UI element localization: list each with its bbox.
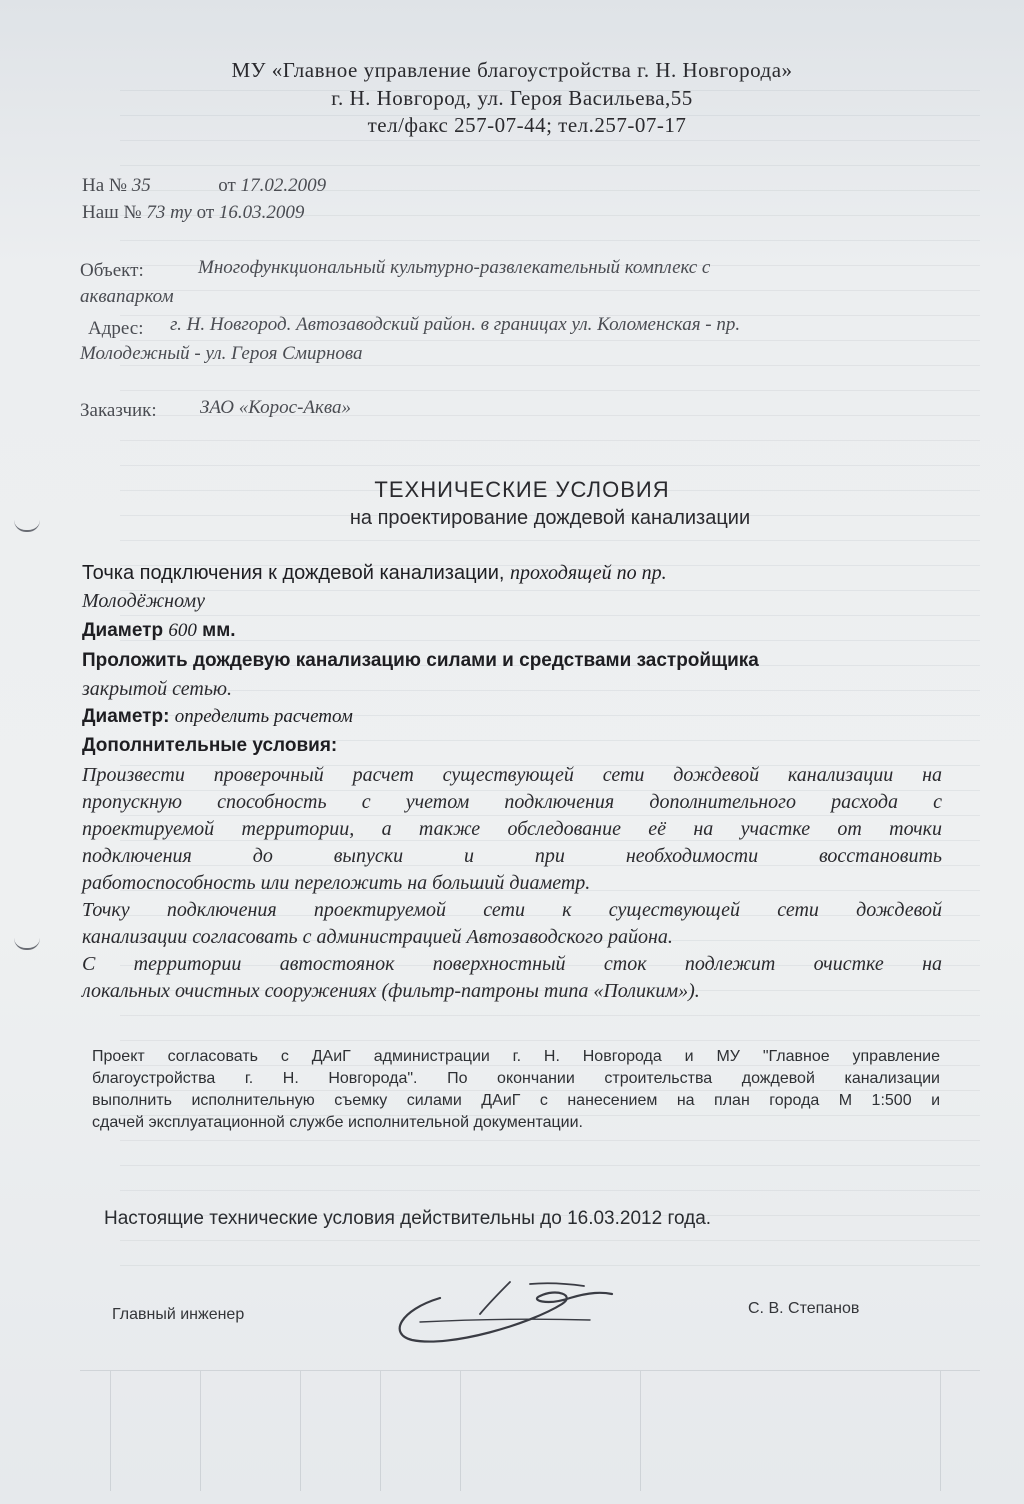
address-label: Адрес: bbox=[88, 318, 144, 339]
additional-conditions bbox=[82, 762, 942, 1005]
address-value-line2: Молодежный - ул. Героя Смирнова bbox=[80, 343, 363, 364]
note-line: Проект согласовать с ДАиГ администрации г. Н. Новгорода и МУ "Главное управление bbox=[92, 1048, 940, 1065]
diameter-2-row: Диаметр: определить расчетом bbox=[82, 706, 353, 727]
signer-position: Главный инженер bbox=[112, 1306, 245, 1323]
customer-value: ЗАО «Корос-Аква» bbox=[200, 397, 352, 418]
laying-method: закрытой сетью. bbox=[82, 678, 233, 700]
document-subtitle: на проектирование дождевой канализации bbox=[349, 507, 751, 529]
object-value-line2: аквапарком bbox=[80, 286, 174, 307]
signer-name: С. В. Степанов bbox=[748, 1300, 860, 1317]
bleed-through-table bbox=[80, 1370, 980, 1491]
connection-point-value: Молодёжному bbox=[82, 590, 205, 612]
approval-note bbox=[92, 1046, 940, 1134]
letterhead-phones: тел/факс 257-07-44; тел.257-07-17 bbox=[367, 113, 687, 137]
note-line: благоустройства г. Н. Новгорода". По окончании строительства дождевой канализации bbox=[92, 1070, 940, 1087]
address-value-line1: г. Н. Новгород. Автозаводский район. в границах ул. Коломенская - пр. bbox=[170, 314, 741, 335]
diameter-row: Диаметр 600 мм. bbox=[82, 620, 236, 641]
handwritten-signature bbox=[380, 1262, 620, 1352]
note-line: выполнить исполнительную съемку силами ДАиГ с нанесением на план города М 1:500 и bbox=[92, 1092, 940, 1109]
binder-hole-mark-bottom bbox=[14, 938, 40, 950]
condition-line: канализации согласовать с администрацией Автозаводского района. bbox=[82, 926, 673, 948]
condition-line: проектируемой территории, а также обследование её на участке от точки bbox=[82, 818, 942, 840]
document-title: ТЕХНИЧЕСКИЕ УСЛОВИЯ bbox=[374, 477, 670, 502]
condition-line: работоспособность или переложить на больший диаметр. bbox=[82, 872, 591, 894]
condition-line: локальных очистных сооружениях (фильтр-патроны типа «Поликим»). bbox=[82, 980, 700, 1002]
connection-point: Точка подключения к дождевой канализации, проходящей по пр. bbox=[82, 562, 667, 584]
validity-statement: Настоящие технические условия действительны до 16.03.2012 года. bbox=[104, 1208, 712, 1229]
object-label: Объект: bbox=[80, 260, 144, 281]
condition-line: С территории автостоянок поверхностный сток подлежит очистке на bbox=[82, 953, 942, 975]
laying-requirement: Проложить дождевую канализацию силами и средствами застройщика bbox=[82, 650, 759, 671]
customer-label: Заказчик: bbox=[80, 400, 157, 421]
letterhead-org: МУ «Главное управление благоустройства г. Н. Новгорода» bbox=[231, 58, 793, 82]
note-line: сдачей эксплуатационной службе исполнительной документации. bbox=[92, 1114, 583, 1131]
reference-outgoing: Наш № 73 ту от 16.03.2009 bbox=[82, 202, 305, 223]
object-value-line1: Многофункциональный культурно-развлекательный комплекс с bbox=[198, 257, 711, 278]
condition-line: подключения до выпуски и при необходимости восстановить bbox=[82, 845, 942, 867]
condition-line: Произвести проверочный расчет существующей сети дождевой канализации на bbox=[82, 764, 942, 786]
condition-line: пропускную способность с учетом подключения дополнительного расхода с bbox=[82, 791, 942, 813]
additional-conditions-label: Дополнительные условия: bbox=[82, 735, 338, 756]
reference-incoming: На № 35 от 17.02.2009 bbox=[82, 175, 327, 196]
letterhead-address: г. Н. Новгород, ул. Героя Васильева,55 bbox=[331, 86, 693, 110]
condition-line: Точку подключения проектируемой сети к существующей сети дождевой bbox=[82, 899, 942, 921]
